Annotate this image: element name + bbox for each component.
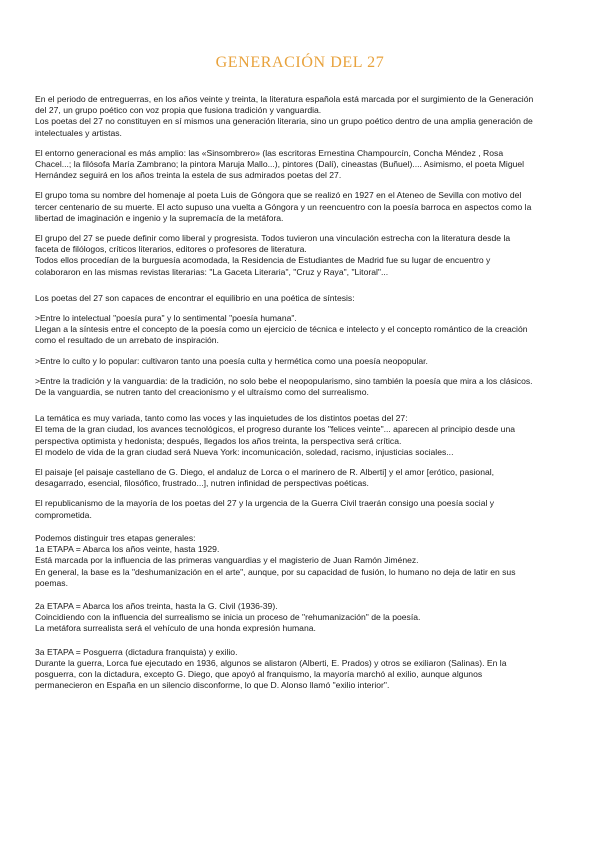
text-line: 2a ETAPA = Abarca los años treinta, hasta la G. Civil (1936-39).: [35, 600, 278, 611]
text-line: Chacel...; la filósofa María Zambrano; la pintora Maruja Mallo...), pintores (Dalí), cineastas (Buñuel).... Asimismo, el poeta Miguel: [35, 159, 525, 170]
text-line: del 27, un grupo poético con voz propia que fusiona tradición y vanguardia.: [35, 105, 322, 116]
text-line: En general, la base es la "deshumanización en el arte", aunque, por su capacidad de fusión, lo humano no deja de latir en sus: [35, 566, 516, 577]
paragraph: [35, 356, 566, 367]
document-body: [35, 94, 566, 700]
text-line: 3a ETAPA = Posguerra (dictadura franquista) y exilio.: [35, 646, 238, 657]
paragraph: [35, 533, 566, 589]
text-line: poemas.: [35, 577, 68, 588]
text-line: tercer centenario de su muerte. El acto supuso una vuelta a Góngora y un reencuentro con la poesía barroca en aspectos como la: [35, 201, 532, 212]
text-line: Llegan a la síntesis entre el concepto de la poesía como un ejercicio de técnica e intelecto y el concepto romántico de la creación: [35, 324, 528, 335]
text-line: De la vanguardia, se nutren tanto del creacionismo y el ultraísmo como del surrealismo.: [35, 387, 369, 398]
text-line: Durante la guerra, Lorca fue ejecutado en 1936, algunos se alistaron (Alberti, E. Prados) y otros se exiliaron (Salinas). En la: [35, 657, 507, 668]
paragraph: [35, 376, 566, 398]
paragraph: [35, 94, 566, 139]
paragraph: [35, 467, 566, 489]
text-line: como el resultado de un arrebato de inspiración.: [35, 335, 219, 346]
text-line: La metáfora surrealista será el vehículo de una honda expresión humana.: [35, 623, 316, 634]
text-line: Los poetas del 27 no constituyen en sí mismos una generación literaria, sino un grupo poético dentro de una amplia generación de: [35, 116, 533, 127]
document-title: GENERACIÓN DEL 27: [215, 54, 385, 71]
text-line: El tema de la gran ciudad, los avances tecnológicos, el progreso durante los "felices veinte"... aparecen al principio desde una: [35, 424, 515, 435]
text-line: posguerra, con la dictadura, excepto G. Diego, que apoyó al franquismo, la mayoría marchó al exilio, aunque algunos: [35, 668, 483, 679]
text-line: perspectiva optimista y hedonista; después, llegados los años treinta, la perspectiva será crítica.: [35, 435, 402, 446]
text-line: El entorno generacional es más amplio: las «Sinsombrero» (las escritoras Ernestina Champourcín, Concha Méndez , Rosa: [35, 147, 504, 158]
text-line: 1a ETAPA = Abarca los años veinte, hasta 1929.: [35, 544, 220, 555]
text-line: comprometida.: [35, 509, 92, 520]
text-line: La temática es muy variada, tanto como las voces y las inquietudes de los distintos poetas del 27:: [35, 413, 408, 424]
text-line: Está marcada por la influencia de las primeras vanguardias y el magisterio de Juan Ramón Jiménez.: [35, 555, 419, 566]
text-line: intelectuales y artistas.: [35, 127, 122, 138]
text-line: Podemos distinguir tres etapas generales:: [35, 532, 196, 543]
paragraph: [35, 233, 566, 278]
text-line: En el periodo de entreguerras, en los años veinte y treinta, la literatura española está marcada por el surgimiento de la Generación: [35, 94, 534, 104]
text-line: colaboraron en las mismas revistas literarias: "La Gaceta Literaria", "Cruz y Raya", "Litoral"...: [35, 266, 389, 277]
text-line: Todos ellos procedían de la burguesía acomodada, la Residencia de Estudiantes de Madrid fue su lugar de encuentro y: [35, 255, 491, 266]
text-line: permanecieron en España en un silencio disconforme, lo que D. Alonso llamó "exilio interior".: [35, 680, 390, 691]
paragraph: [35, 313, 566, 347]
paragraph: [35, 190, 566, 224]
paragraph: [35, 148, 566, 182]
text-line: Coincidiendo con la influencia del surrealismo se inicia un proceso de "rehumanización" de la poesía.: [35, 612, 421, 623]
paragraph: [35, 413, 566, 458]
paragraph: [35, 647, 566, 692]
text-line: El republicanismo de la mayoría de los poetas del 27 y la urgencia de la Guerra Civil traerán consigo una poesía social y: [35, 498, 495, 509]
text-line: libertad de imaginación e ingenio y la supremacía de la metáfora.: [35, 212, 284, 223]
text-line: El modelo de vida de la gran ciudad será Nueva York: incomunicación, soledad, racismo, injusticias sociales...: [35, 446, 454, 457]
text-line: >Entre la tradición y la vanguardia: de la tradición, no solo bebe el neopopularismo, sino también la poesía que mira a los clásicos.: [35, 375, 533, 386]
paragraph: [35, 601, 566, 635]
text-line: Los poetas del 27 son capaces de encontrar el equilibrio en una poética de síntesis:: [35, 292, 355, 303]
text-line: desagarrado, esencial, filosófico, frustrado...], nutren infinidad de perspectivas poéticas.: [35, 478, 369, 489]
text-line: >Entre lo intelectual "poesía pura" y lo sentimental "poesía humana".: [35, 313, 297, 324]
text-line: El paisaje [el paisaje castellano de G. Diego, el andaluz de Lorca o el marinero de R. Alberti] y el amor [erótico, pasional,: [35, 467, 495, 478]
paragraph: [35, 498, 566, 520]
paragraph: [35, 293, 566, 304]
text-line: >Entre lo culto y lo popular: cultivaron tanto una poesía culta y hermética como una poesía neopopular.: [35, 355, 428, 366]
text-line: El grupo toma su nombre del homenaje al poeta Luis de Góngora que se realizó en 1927 en el Ateneo de Sevilla con motivo del: [35, 190, 522, 201]
text-line: Hernández seguirá en los años treinta la estela de sus admirados poetas del 27.: [35, 170, 342, 181]
text-line: faceta de filólogos, críticos literarios, editores o profesores de literatura.: [35, 244, 307, 255]
text-line: El grupo del 27 se puede definir como liberal y progresista. Todos tuvieron una vinculación estrecha con la literatura desde la: [35, 233, 511, 244]
